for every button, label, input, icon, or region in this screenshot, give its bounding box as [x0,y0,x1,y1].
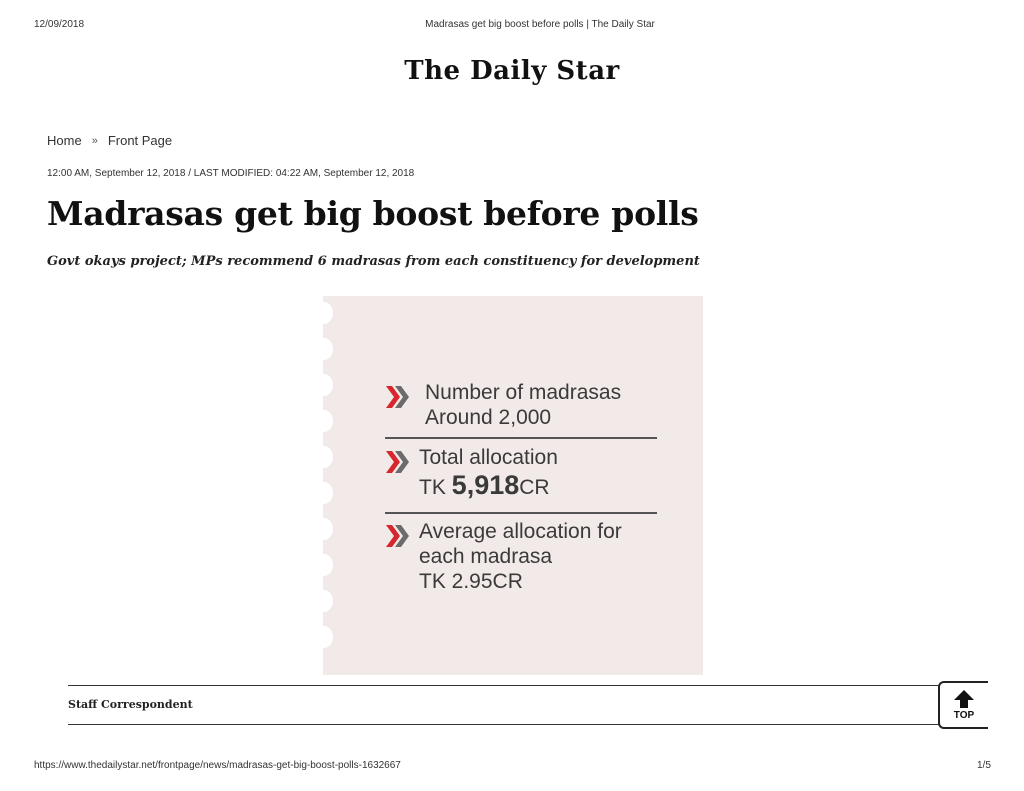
scallop-edge [323,590,333,612]
print-footer-url: https://www.thedailystar.net/frontpage/news/madrasas-get-big-boost-polls-1632667 [34,760,401,771]
infographic-divider [385,512,657,514]
infographic-label: each madrasa [419,545,553,568]
infographic-label: Average allocation for [419,520,622,543]
double-chevron-icon [385,384,411,410]
back-to-top-button[interactable] [938,681,988,729]
up-arrow-icon [953,689,975,709]
site-logo[interactable]: The Daily Star [404,56,620,86]
scallop-edge [323,482,333,504]
breadcrumb-home-link[interactable]: Home [47,133,82,148]
currency-prefix: TK [419,476,452,499]
infographic-item-text [419,519,622,594]
infographic-divider [385,437,657,439]
article-byline: Staff Correspondent [68,698,193,711]
scallop-edge [323,302,333,324]
scallop-edge [323,374,333,396]
currency-suffix: CR [519,476,550,499]
article-dateline: 12:00 AM, September 12, 2018 / LAST MODIFIED: 04:22 AM, September 12, 2018 [47,168,415,179]
scallop-edge [323,410,333,432]
byline-divider-top [68,685,940,686]
scallop-edge [323,554,333,576]
infographic-label: Number of madrasas [425,381,622,404]
article-headline: Madrasas get big boost before polls [47,194,699,233]
total-allocation-amount: 5,918 [451,470,520,500]
print-date: 12/09/2018 [34,19,85,30]
scallop-edge [323,338,333,360]
breadcrumb-section-link[interactable]: Front Page [107,133,173,148]
scallop-edge [323,626,333,648]
back-to-top-label: TOP [953,710,975,721]
infographic-value [419,470,558,500]
double-chevron-icon [385,523,411,549]
breadcrumb [47,133,172,148]
infographic-item-text [419,445,558,500]
scallop-edge [323,518,333,540]
print-page-number: 1/5 [977,760,991,771]
double-chevron-icon [385,449,411,475]
infographic-item-text [425,380,621,430]
infographic-value: Around 2,000 [425,406,552,429]
infographic-label: Total allocation [419,446,558,469]
article-subheadline: Govt okays project; MPs recommend 6 madrasas from each constituency for development [47,254,700,269]
byline-divider-bottom [68,724,940,725]
breadcrumb-separator-icon: » [91,134,98,147]
print-page-title: Madrasas get big boost before polls | The Daily Star [425,19,655,30]
infographic-value: TK 2.95CR [419,570,523,593]
infographic-image [323,296,703,675]
scallop-edge [323,446,333,468]
